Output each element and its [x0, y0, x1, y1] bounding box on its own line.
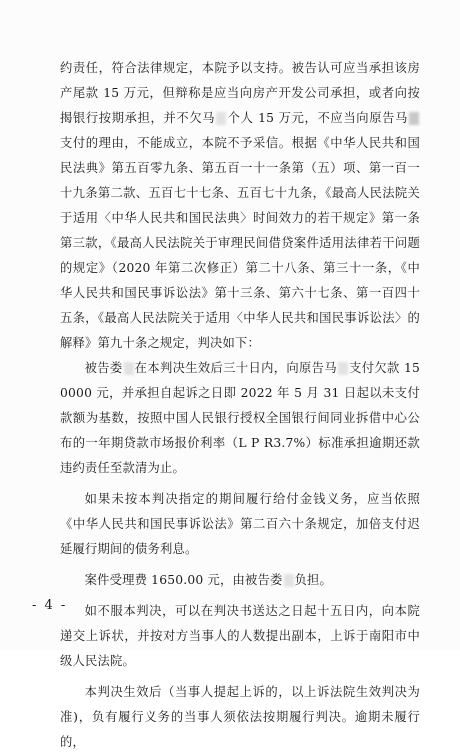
redacted-name — [409, 112, 419, 125]
paragraph-legal-basis: 约责任，符合法律规定，本院予以支持。被告认可应当承担该房产尾款 15 万元，但辩称是应当向房产开发公司承担，或者向按揭银行按期承担，并不欠马 个人 15 万元，不应当向原告马支付的理由，不能成立，本院不予采信。根据《中华人民共和国民法典》第五百零九条、第五百一十一条第（五）项、第一百一十九条第二款、五百七十七条、五百七十九条，《最高人民法院关于适用〈中华人民共和国民法典〉时间效力的若干规定》第一条第三款，《最高人民法院关于审理民间借贷案件适用法律若干问题的规定》（2020 年第二次修正）第二十八条、第三十一条，《中华人民共和国民事诉讼法》第十三条、第六十七条、第一百四十五条，《最高人民法院关于适用〈中华人民共和国民事诉讼法〉的解释》第九十条之规定，判决如下： — [60, 61, 420, 350]
redacted-name — [338, 362, 348, 375]
paragraph-appeal: 如不服本判决，可以在判决书送达之日起十五日内，向本院递交上诉状，并按对方当事人的人数提出副本，上诉于南阳市中级人民法院。 — [60, 604, 420, 668]
judgment-body — [60, 56, 420, 755]
paragraph-enforcement: 本判决生效后（当事人提起上诉的，以上诉法院生效判决为准)，负有履行义务的当事人须依法按期履行判决。逾期未履行的， — [60, 685, 420, 749]
paragraph-late-payment: 如果未按本判决指定的期间履行给付金钱义务，应当依照《中华人民共和国民事诉讼法》第二百六十条规定，加倍支付迟延履行期间的债务利息。 — [60, 492, 420, 556]
redacted-name — [284, 574, 294, 587]
paragraph-judgment-item: 被告娄 在本判决生效后三十日内，向原告马 支付欠款 150000 元，并承担自起诉之日即 2022 年 5 月 31 日起以未支付款额为基数，按照中国人民银行授权全国银行间同业拆借中心公布的一年期贷款市场报价利率（L P R3.7%）标准承担逾期还款违约责任至款清为止。 — [60, 361, 420, 475]
redacted-name — [216, 112, 226, 125]
redacted-name — [124, 362, 134, 375]
paragraph-case-fee: 案件受理费 1650.00 元，由被告娄 负担。 — [84, 573, 333, 587]
page-number: - 4 - — [32, 598, 68, 613]
